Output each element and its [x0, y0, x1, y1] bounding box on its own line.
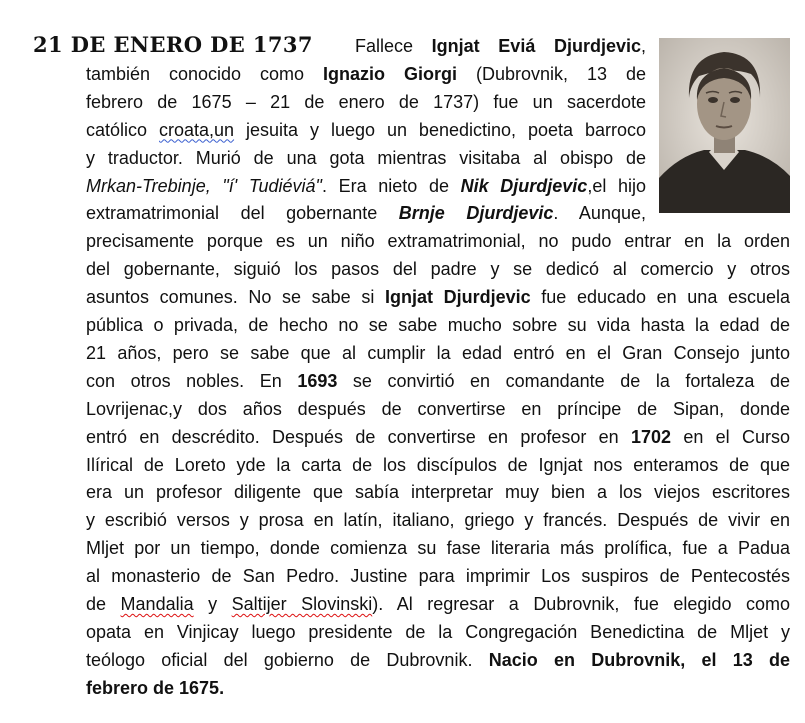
text-run: Ilírical de Loreto yde la carta de los discípulos de Ignjat nos enteramos de que — [86, 454, 790, 475]
text-run: Lovrijenac,y dos años después de convertirse en príncipe de Sipan, donde — [86, 398, 790, 419]
text-run: teólogo oficial del gobierno de Dubrovnik. — [86, 649, 489, 670]
text-run: ,el hijo — [587, 175, 647, 196]
text-run: febrero de 1675 – 21 de enero de 1737) fue un sacerdote — [86, 91, 646, 112]
text-run: se convirtió en comandante de la fortaleza de — [337, 370, 790, 391]
italic-text: Mrkan-Trebinje, "í' Tudiéviá" — [86, 175, 322, 196]
text-line — [86, 395, 790, 423]
text-run: era un profesor diligente que sabía interpretar muy bien a los viejos escritores — [86, 482, 790, 503]
bold-text: Ignazio Giorgi — [323, 63, 458, 84]
text-run: Fallece — [355, 36, 432, 56]
bold-text: 1702 — [630, 426, 672, 447]
text-line — [86, 339, 790, 367]
date-heading: 21 DE ENERO DE 1737 — [33, 32, 313, 57]
text-run: pública o privada, de hecho no se sabe mucho sobre su vida hasta la edad de — [86, 315, 790, 335]
text-run: en el Curso — [671, 426, 790, 447]
text-run: ). Al regresar a Dubrovnik, fue elegido como — [372, 594, 790, 614]
text-run: precisamente porque es un niño extramatrimonial, no pudo entrar en la orden — [86, 231, 790, 252]
text-run: al monasterio de San Pedro. Justine para imprimir Los suspiros de Pentecostés — [86, 566, 790, 587]
text-line — [86, 311, 790, 339]
text-line — [86, 590, 790, 618]
text-line — [86, 60, 646, 88]
text-run: asuntos comunes. No se sabe si — [86, 287, 385, 308]
text-run: y escribió versos y prosa en latín, italiano, griego y francés. Después de vivir en — [86, 510, 790, 531]
text-run: , — [641, 36, 647, 56]
text-run: también conocido como — [86, 63, 324, 84]
text-run: entró en descrédito. Después de convertirse en profesor en — [86, 426, 631, 447]
text-run: jesuita y luego un benedictino, poeta barroco — [234, 119, 646, 140]
text-line — [86, 423, 790, 451]
text-run: opata en Vinjicay luego presidente de la Congregación Benedictina de Mljet y — [86, 621, 790, 642]
bold-text: Ignjat Djurdjevic — [384, 287, 531, 308]
text-line — [86, 618, 790, 646]
text-run: extramatrimonial del gobernante — [86, 203, 399, 224]
text-line — [86, 283, 790, 311]
text-run: . Aunque, — [553, 203, 646, 224]
text-line — [86, 367, 790, 395]
bold-italic-text: Brnje Djurdjevic — [398, 203, 554, 224]
text-run: católico — [86, 119, 159, 140]
text-line — [86, 88, 646, 116]
text-line — [86, 562, 790, 590]
text-line — [86, 674, 790, 702]
text-line — [86, 478, 790, 506]
text-run: y — [193, 594, 232, 614]
text-run: y traductor. Murió de una gota mientras visitaba al obispo de — [86, 147, 646, 168]
bold-italic-text: Nik Djurdjevic — [460, 175, 588, 196]
text-line — [86, 534, 790, 562]
text-run: Mljet por un tiempo, donde comienza su fase literaria más prolífica, fue a Padua — [86, 538, 790, 559]
text-line — [86, 116, 646, 144]
text-run: con otros nobles. En — [86, 370, 298, 391]
text-line — [86, 227, 790, 255]
spellcheck-text: Mandalia — [120, 594, 194, 614]
text-line — [86, 506, 790, 534]
text-run: . Era nieto de — [321, 175, 461, 196]
portrait-image — [659, 38, 790, 213]
text-line — [355, 32, 646, 60]
spellcheck-text: Saltijer Slovinski — [231, 594, 373, 614]
text-line — [86, 451, 790, 479]
bold-text: Nacio en Dubrovnik, el 13 de — [488, 649, 791, 670]
text-line — [86, 199, 646, 227]
text-run: (Dubrovnik, 13 de — [457, 63, 647, 84]
text-run: de — [86, 594, 121, 614]
bold-text: Ignjat Eviá Djurdjevic — [431, 36, 641, 56]
text-line — [86, 646, 790, 674]
text-line — [86, 144, 646, 172]
bold-text: febrero de 1675. — [86, 677, 225, 698]
grammar-check-text: croata,un — [159, 119, 235, 140]
text-line — [86, 172, 646, 200]
bold-text: 1693 — [297, 370, 338, 391]
text-run: del gobernante, siguió los pasos del padre y se dedicó al comercio y otros — [86, 259, 790, 280]
text-run: 21 años, pero se sabe que al cumplir la edad entró en el Gran Consejo junto — [86, 342, 790, 363]
text-line — [86, 255, 790, 283]
text-run: fue educado en una escuela — [530, 287, 791, 308]
